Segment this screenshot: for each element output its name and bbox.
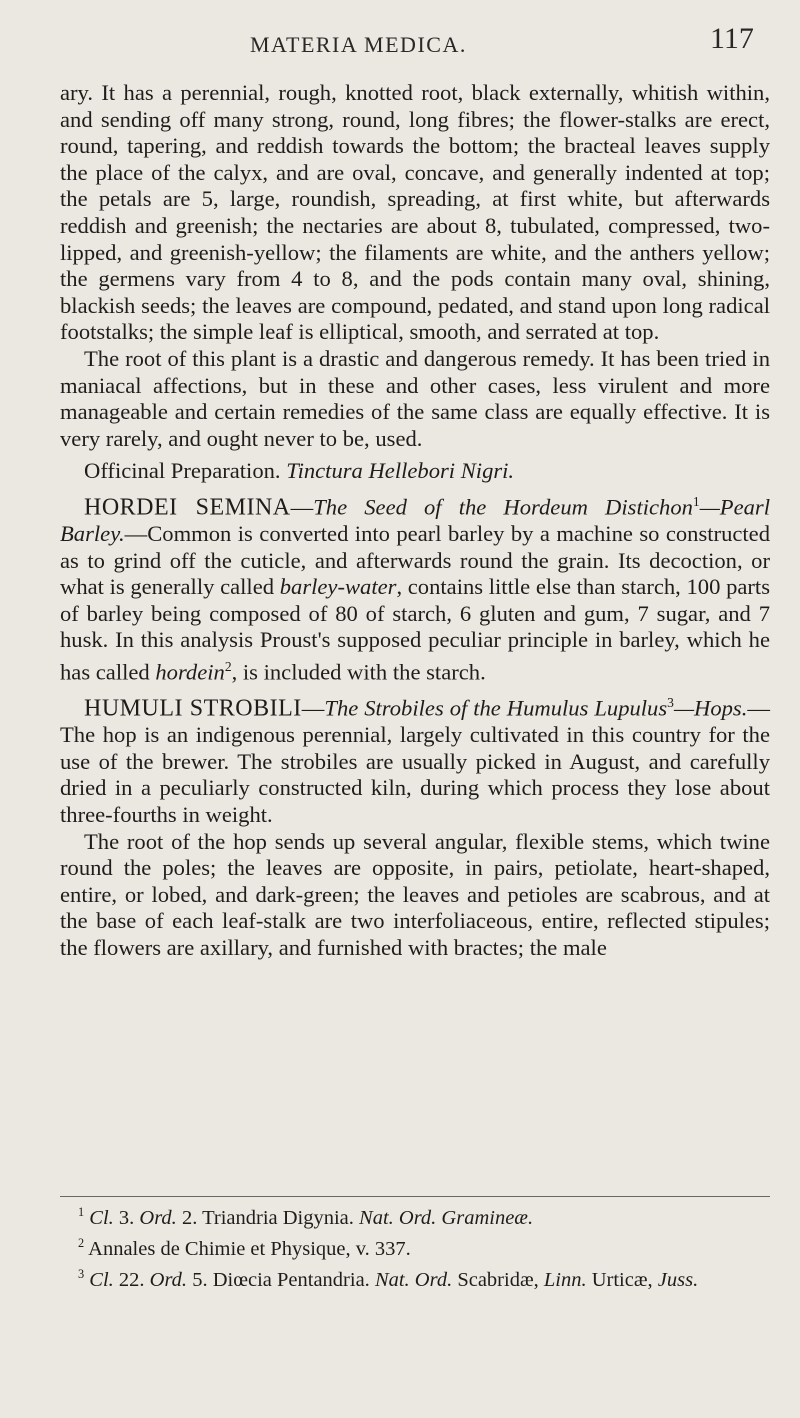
fn1-class-num: 3. xyxy=(113,1206,140,1229)
footnote-ref-1: 1 xyxy=(692,493,700,509)
footnote-1-mark: 1 xyxy=(78,1205,85,1219)
paragraph-hellebore-use: The root of this plant is a drastic and dangerous remedy. It has been tried in maniacal affections, but in these and other cases, less virulent and more manageable and certain remedies of the same class are equally effective. It is very rarely, and ought never to be, used. xyxy=(60,345,770,451)
barley-water-term: barley-water xyxy=(279,574,397,600)
fn3-linn: Linn. xyxy=(543,1268,587,1291)
hordei-title: The Seed of the Hordeum Distichon xyxy=(313,494,693,520)
humuli-common-name: —Hops. xyxy=(673,695,748,721)
fn3-class-num: 22. xyxy=(113,1268,150,1291)
footnote-2 xyxy=(60,1231,770,1262)
paragraph-hellebore-description: ary. It has a perennial, rough, knotted root, black externally, whitish within, and sending off many strong, round, long fibres; the flower-stalks are erect, round, tapering, and reddish towards the bottom; the bracteal leaves supply the place of the calyx, and are oval, concave, and generally indented at top; the petals are 5, large, roundish, spreading, at first white, but afterwards reddish and greenish; the nectaries are about 8, tubulated, compressed, two-lipped, and greenish-yellow; the filaments are white, and the anthers yellow; the germens vary from 4 to 8, and the pods contain many oval, shining, blackish seeds; the leaves are compound, pedated, and stand upon long radical footstalks; the simple leaf is elliptical, smooth, and serrated at top. xyxy=(60,80,770,345)
page-header xyxy=(0,22,800,62)
footnote-2-mark: 2 xyxy=(78,1235,85,1250)
body-text xyxy=(60,80,770,962)
page-number: 117 xyxy=(710,22,754,55)
humuli-heading: HUMULI STROBILI xyxy=(84,695,302,722)
footnote-1 xyxy=(60,1200,770,1231)
hordei-text-a: —Common is converted into pearl barley by a machine so constructed as to grind off the cuticle, and afterwards round the grain. Its decoction, or what is generally called xyxy=(60,521,770,600)
humuli-text: —The hop is an indigenous perennial, largely cultivated in this country for the use of the brewer. The strobiles are usually picked in August, and carefully dried in a peculiarly constructed kiln, during which process they lose about three-fourths in weight. xyxy=(60,695,770,828)
fn3-scabridae: Scabridæ, xyxy=(452,1268,544,1291)
fn1-class: Cl. xyxy=(89,1206,114,1229)
footnote-3-mark: 3 xyxy=(78,1266,85,1281)
humuli-title: The Strobiles of the Humulus Lupulus xyxy=(324,695,668,721)
footnote-ref-2: 2 xyxy=(224,659,232,674)
fn3-order-text: 5. Diœcia Pentandria. xyxy=(187,1268,375,1291)
fn3-natural-order: Nat. Ord. xyxy=(374,1268,453,1291)
footnote-rule xyxy=(60,1196,770,1197)
preparation-value: Tinctura Hellebori Nigri. xyxy=(286,458,515,484)
fn1-order-text: 2. Triandria Digynia. xyxy=(176,1206,360,1229)
preparation-label: Officinal Preparation. xyxy=(84,458,281,484)
paragraph-hop-description: The root of the hop sends up several angular, flexible stems, which twine round the poles; the leaves are opposite, in pairs, petiolate, heart-shaped, entire, or lobed, and dark-green; the leaves and petioles are scabrous, and at the base of each leaf-stalk are two interfoliaceous, entire, reflected stipules; the flowers are axillary, and furnished with bractes; the male xyxy=(60,828,770,960)
footnote-3 xyxy=(60,1262,770,1293)
hordei-text-c: , is included with the starch. xyxy=(231,659,486,685)
fn3-class: Cl. xyxy=(89,1268,114,1291)
hordei-common-name: —Pearl Barley. xyxy=(60,494,770,547)
fn1-natural-order: Nat. Ord. Gramineæ. xyxy=(359,1206,534,1229)
officinal-preparation xyxy=(60,458,770,485)
hordein-term: hordein xyxy=(155,659,225,685)
fn1-order: Ord. xyxy=(139,1206,177,1229)
hordei-text-b: , contains little else than starch, 100 parts of barley being composed of 80 of starch, 6 gluten and gum, 7 sugar, and 7 husk. In this analysis Proust's supposed peculiar principle in barley, which he has called xyxy=(60,574,771,685)
fn3-order: Ord. xyxy=(149,1268,188,1291)
fn3-juss: Juss. xyxy=(657,1268,699,1291)
footnote-ref-3: 3 xyxy=(667,695,674,711)
footnotes xyxy=(60,1200,770,1292)
hordei-dash: — xyxy=(290,494,314,520)
entry-hordei xyxy=(60,489,770,686)
fn3-urticae: Urticæ, xyxy=(586,1268,658,1291)
running-head: MATERIA MEDICA. xyxy=(250,32,467,57)
fn2-text: Annales de Chimie et Physique, v. 337. xyxy=(88,1237,411,1260)
humuli-dash: — xyxy=(301,695,325,721)
entry-humuli xyxy=(60,690,770,829)
hordei-heading: HORDEI SEMINA xyxy=(84,494,291,521)
